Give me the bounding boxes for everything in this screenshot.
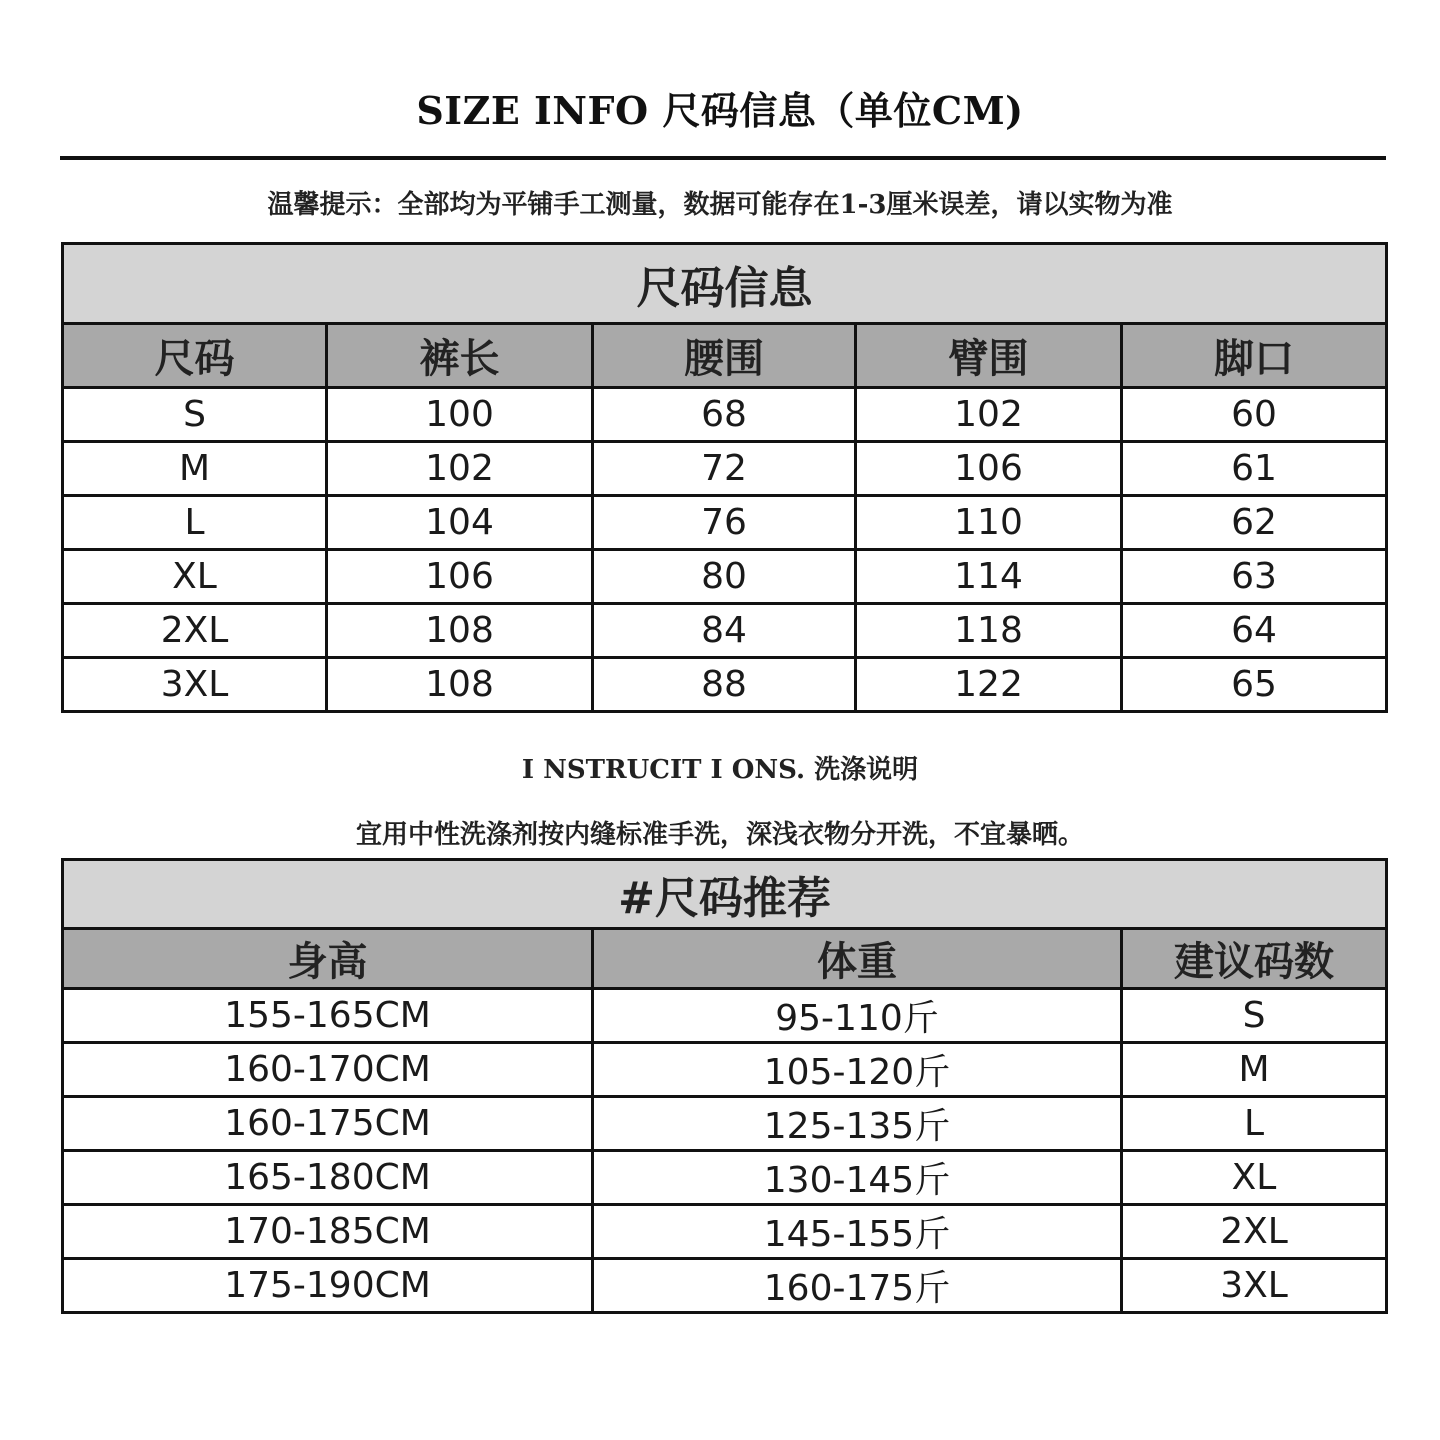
table-cell: 100 <box>327 388 593 442</box>
table-cell: 114 <box>856 550 1122 604</box>
table-cell: XL <box>1122 1151 1387 1205</box>
table-cell: 104 <box>327 496 593 550</box>
column-header-waist: 腰围 <box>593 324 856 388</box>
table-row <box>63 604 1387 658</box>
table-cell: 118 <box>856 604 1122 658</box>
table-cell: 105-120斤 <box>593 1043 1122 1097</box>
table-cell: 170-185CM <box>63 1205 593 1259</box>
table-cell: 76 <box>593 496 856 550</box>
size-table-caption: 尺码信息 <box>63 244 1387 324</box>
table-cell: 160-170CM <box>63 1043 593 1097</box>
care-instructions-title: I NSTRUCIT I ONS. 洗涤说明 <box>521 755 919 785</box>
table-row <box>63 388 1387 442</box>
table-cell: XL <box>63 550 327 604</box>
column-header-size: 尺码 <box>63 324 327 388</box>
size-info-table <box>61 242 1388 713</box>
table-cell: 106 <box>327 550 593 604</box>
recommend-table-caption: #尺码推荐 <box>63 860 1387 929</box>
column-header-arm: 臂围 <box>856 324 1122 388</box>
table-cell: 68 <box>593 388 856 442</box>
table-cell: 130-145斤 <box>593 1151 1122 1205</box>
column-header-pants-length: 裤长 <box>327 324 593 388</box>
table-cell: 108 <box>327 604 593 658</box>
table-cell: S <box>1122 989 1387 1043</box>
table-cell: 64 <box>1122 604 1387 658</box>
table-cell: 155-165CM <box>63 989 593 1043</box>
table-row <box>63 496 1387 550</box>
column-header-height: 身高 <box>63 929 593 989</box>
column-header-recommended-size: 建议码数 <box>1122 929 1387 989</box>
table-row <box>63 1259 1387 1313</box>
table-cell: 62 <box>1122 496 1387 550</box>
table-row <box>63 1097 1387 1151</box>
table-cell: 72 <box>593 442 856 496</box>
table-cell: 95-110斤 <box>593 989 1122 1043</box>
recommend-table-caption-row <box>63 860 1387 929</box>
table-cell: 3XL <box>63 658 327 712</box>
table-cell: 63 <box>1122 550 1387 604</box>
table-cell: 88 <box>593 658 856 712</box>
table-row <box>63 989 1387 1043</box>
table-cell: L <box>63 496 327 550</box>
table-cell: M <box>1122 1043 1387 1097</box>
table-cell: 65 <box>1122 658 1387 712</box>
size-table-caption-row <box>63 244 1387 324</box>
table-cell: S <box>63 388 327 442</box>
table-cell: L <box>1122 1097 1387 1151</box>
size-recommendation-table <box>61 858 1388 1314</box>
table-row <box>63 658 1387 712</box>
column-header-hem: 脚口 <box>1122 324 1387 388</box>
recommend-table-header-row <box>63 929 1387 989</box>
table-row <box>63 1205 1387 1259</box>
table-cell: 61 <box>1122 442 1387 496</box>
table-row <box>63 442 1387 496</box>
table-cell: 84 <box>593 604 856 658</box>
column-header-weight: 体重 <box>593 929 1122 989</box>
table-row <box>63 1151 1387 1205</box>
page-title: SIZE INFO 尺码信息（单位CM) <box>416 88 1024 133</box>
table-cell: 2XL <box>1122 1205 1387 1259</box>
table-cell: 106 <box>856 442 1122 496</box>
table-cell: 80 <box>593 550 856 604</box>
table-cell: 108 <box>327 658 593 712</box>
table-cell: 102 <box>856 388 1122 442</box>
size-table-header-row <box>63 324 1387 388</box>
table-cell: 165-180CM <box>63 1151 593 1205</box>
table-cell: 145-155斤 <box>593 1205 1122 1259</box>
table-cell: 125-135斤 <box>593 1097 1122 1151</box>
table-row <box>63 1043 1387 1097</box>
title-divider <box>60 156 1386 160</box>
table-cell: 60 <box>1122 388 1387 442</box>
table-cell: M <box>63 442 327 496</box>
table-cell: 122 <box>856 658 1122 712</box>
table-cell: 110 <box>856 496 1122 550</box>
table-cell: 160-175CM <box>63 1097 593 1151</box>
table-cell: 2XL <box>63 604 327 658</box>
table-row <box>63 550 1387 604</box>
care-instructions-text: 宜用中性洗涤剂按内缝标准手洗，深浅衣物分开洗，不宜暴晒。 <box>355 820 1084 850</box>
table-cell: 3XL <box>1122 1259 1387 1313</box>
table-cell: 160-175斤 <box>593 1259 1122 1313</box>
measurement-note: 温馨提示：全部均为平铺手工测量，数据可能存在1-3厘米误差，请以实物为准 <box>267 190 1173 220</box>
table-cell: 102 <box>327 442 593 496</box>
table-cell: 175-190CM <box>63 1259 593 1313</box>
